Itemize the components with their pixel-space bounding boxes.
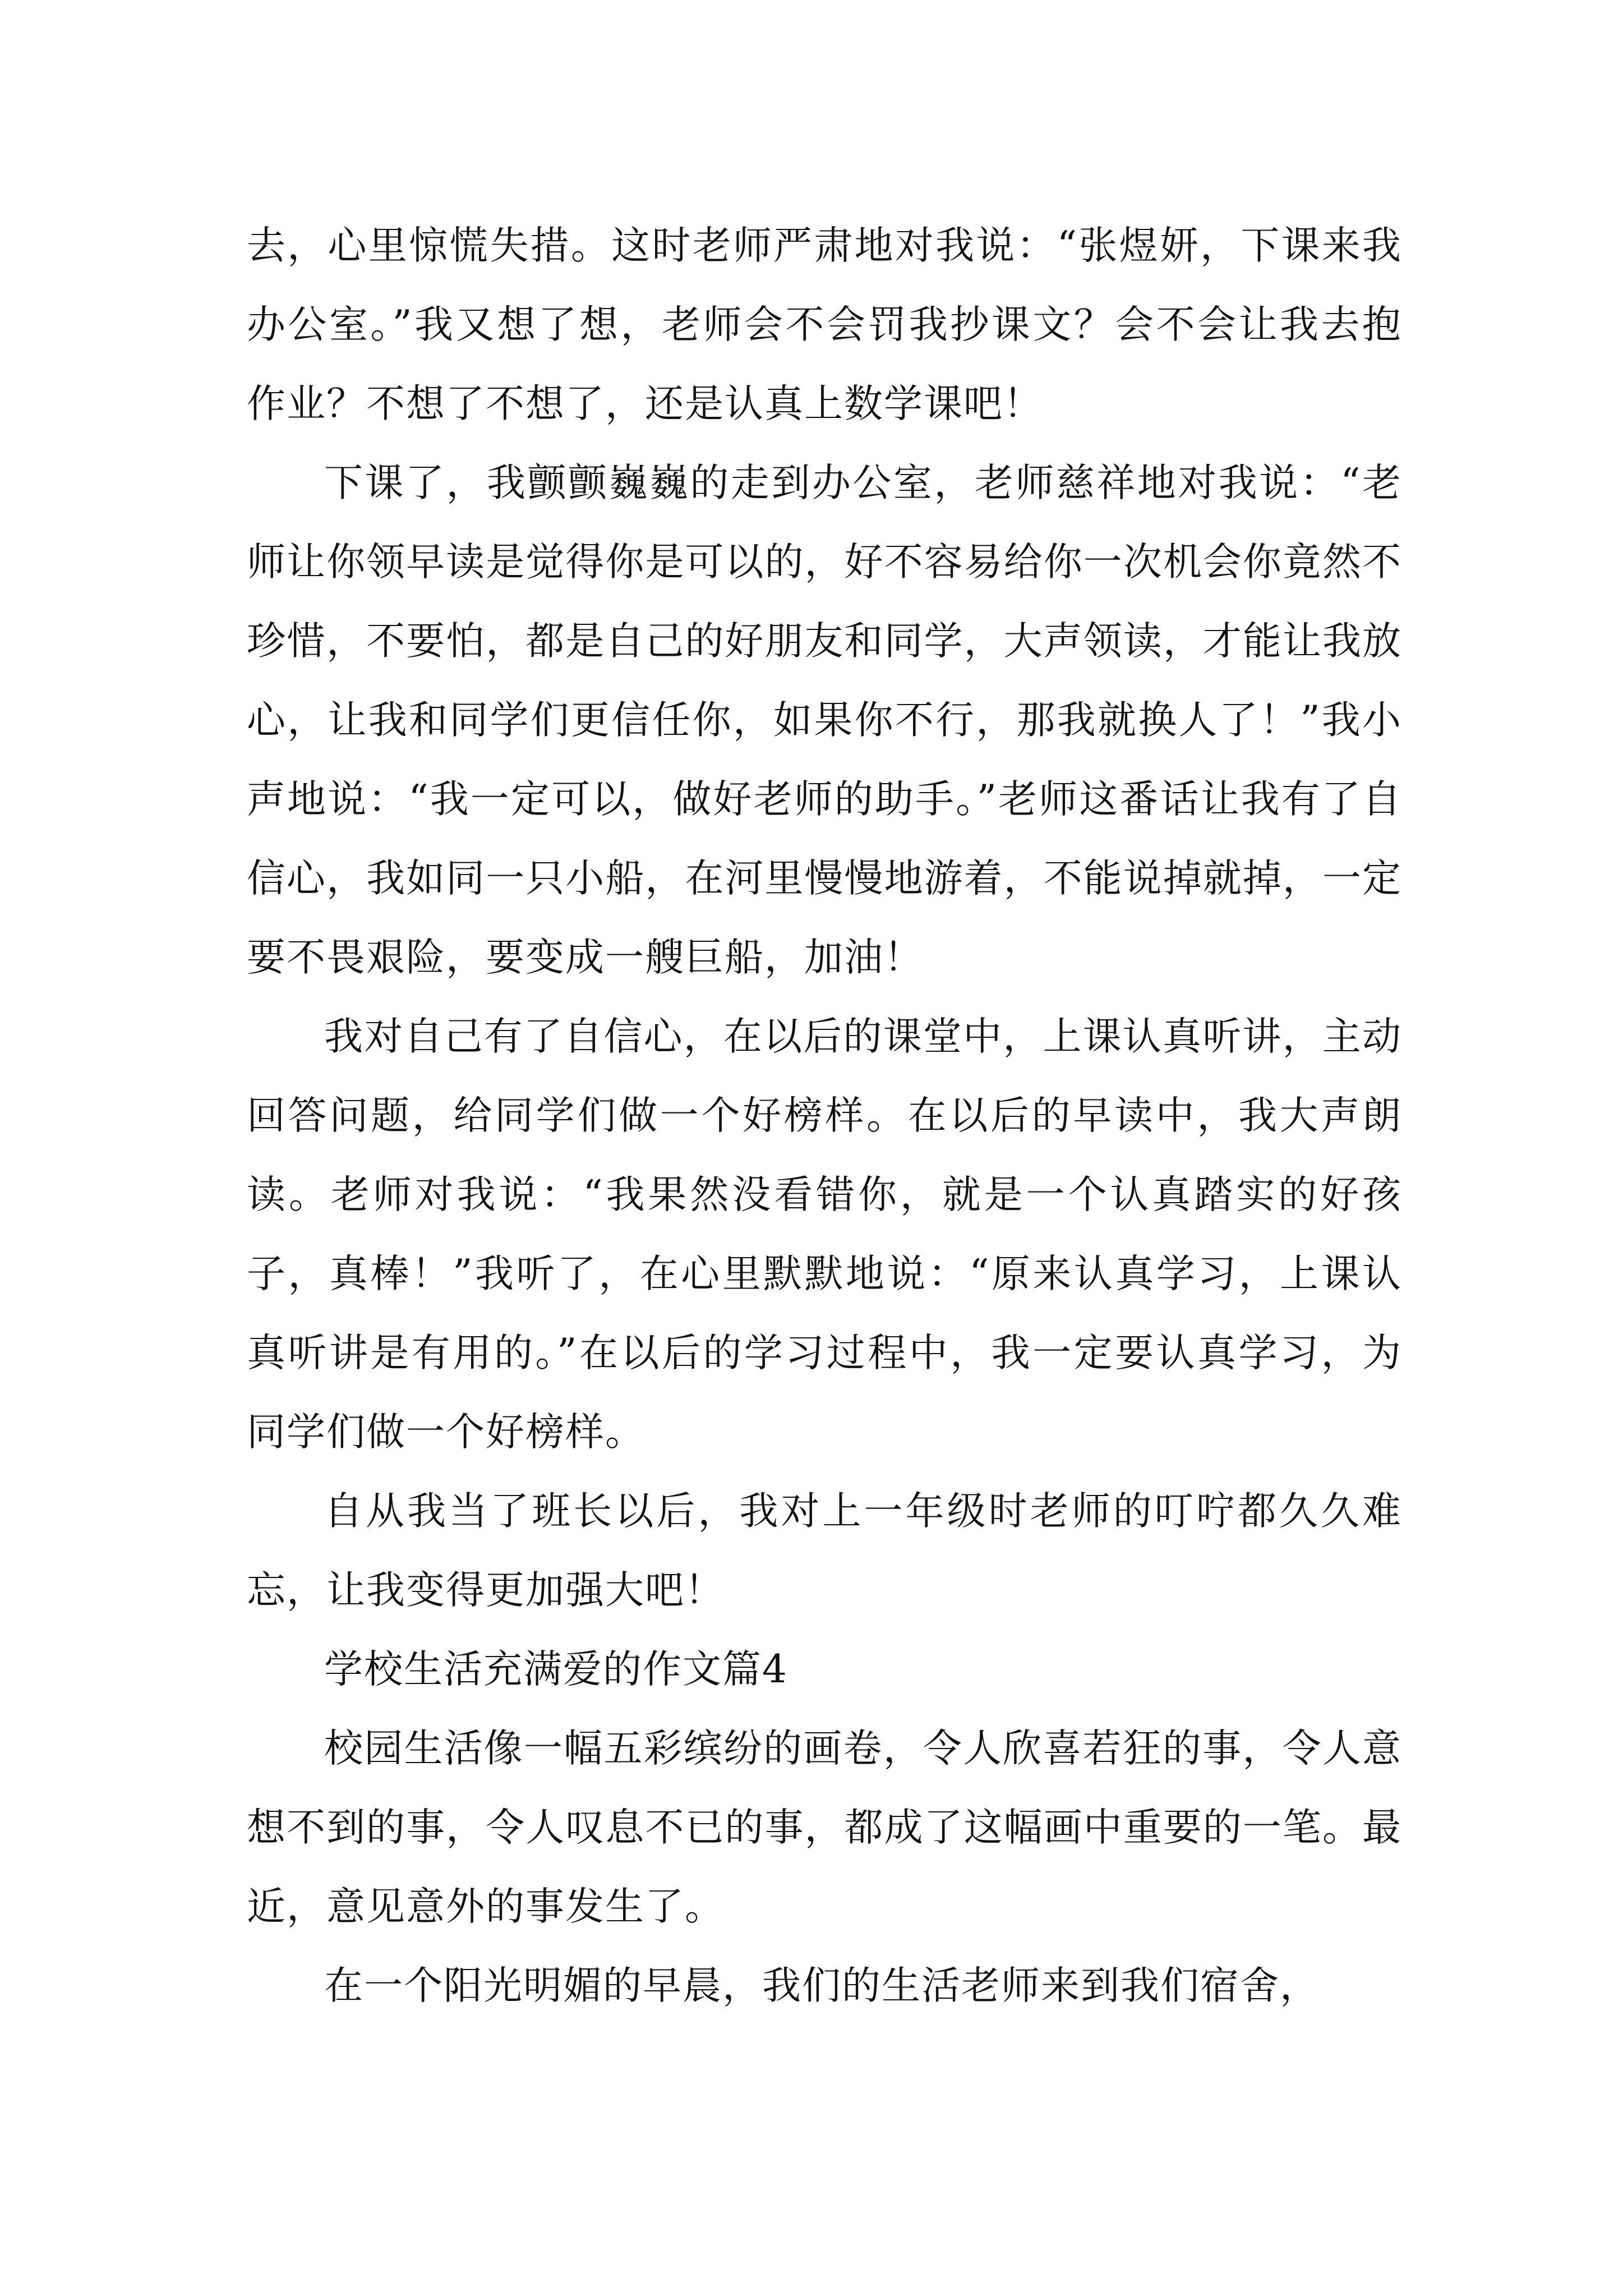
paragraph-continuation: 去，心里惊慌失措。这时老师严肃地对我说：“张煜妍，下课来我办公室。”我又想了想，老师会不会罚我抄课文？会不会让我去抱作业？不想了不想了，还是认真上数学课吧！ — [247, 223, 1402, 426]
document-body — [247, 206, 1402, 2026]
section-heading: 学校生活充满爱的作文篇4 — [324, 1647, 788, 1692]
paragraph-campus-life: 校园生活像一幅五彩缤纷的画卷，令人欣喜若狂的事，令人意想不到的事，令人叹息不已的事，都成了这幅画中重要的一笔。最近，意见意外的事发生了。 — [247, 1726, 1402, 1929]
paragraph-morning: 在一个阳光明媚的早晨，我们的生活老师来到我们宿舍， — [324, 1963, 1320, 2008]
paragraph-office-visit: 下课了，我颤颤巍巍的走到办公室，老师慈祥地对我说：“老师让你领早读是觉得你是可以的，好不容易给你一次机会你竟然不珍惜，不要怕，都是自己的好朋友和同学，大声领读，才能让我放心，让我和同学们更信任你，如果你不行，那我就换人了！”我小声地说：“我一定可以，做好老师的助手。”老师这番话让我有了自信心，我如同一只小船，在河里慢慢地游着，不能说掉就掉，一定要不畏艰险，要变成一艘巨船，加油！ — [247, 461, 1402, 980]
paragraph-confidence: 我对自己有了自信心，在以后的课堂中，上课认真听讲，主动回答问题，给同学们做一个好榜样。在以后的早读中，我大声朗读。老师对我说：“我果然没看错你，就是一个认真踏实的好孩子，真棒！”我听了，在心里默默地说：“原来认真学习，上课认真听讲是有用的。”在以后的学习过程中，我一定要认真学习，为同学们做一个好榜样。 — [247, 1014, 1402, 1455]
paragraph-class-monitor: 自从我当了班长以后，我对上一年级时老师的叮咛都久久难忘，让我变得更加强大吧！ — [247, 1489, 1402, 1613]
